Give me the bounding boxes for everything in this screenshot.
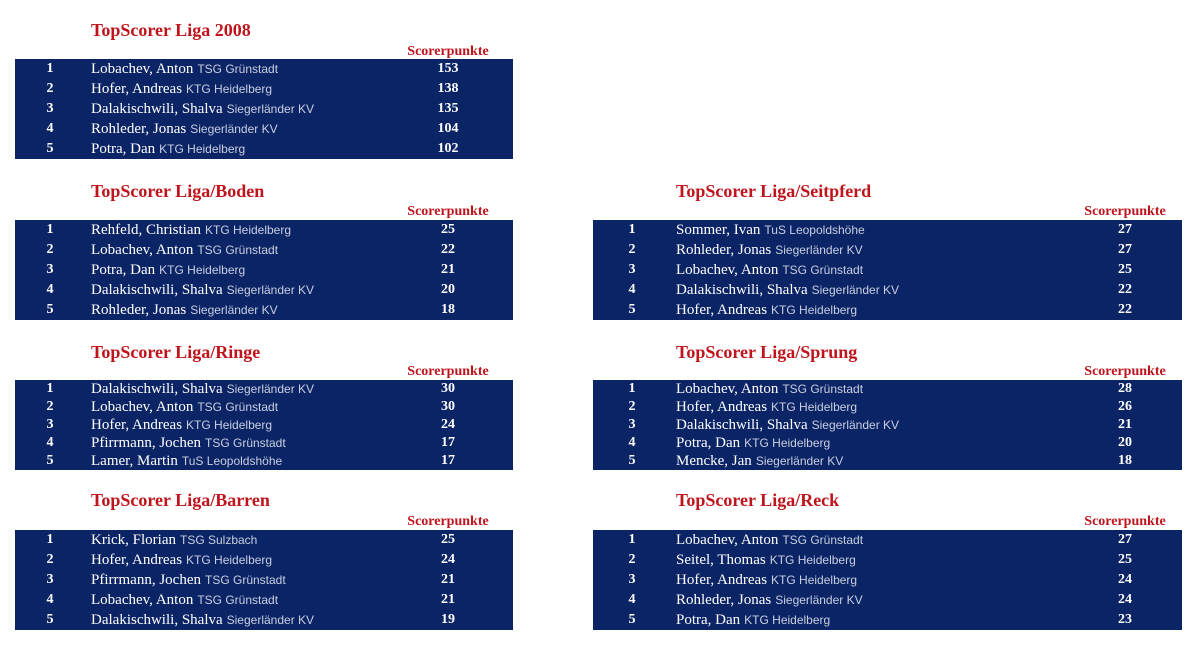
rank-cell: 2 [46,242,54,257]
table-row [15,300,513,320]
athlete-name-text: Hofer, Andreas [91,417,183,433]
table-row [593,416,1182,434]
club-name: Siegerländer KV [226,283,315,297]
points-cell: 25 [441,532,455,547]
club-name: KTG Heidelberg [159,263,246,277]
club-name: KTG Heidelberg [744,436,831,450]
athlete-name [91,220,291,240]
block-title: TopScorer Liga/Seitpferd [676,181,872,201]
athlete-name-text: Pfirrmann, Jochen [91,435,201,451]
points-cell: 24 [441,417,455,432]
table-row [15,99,513,119]
athlete-name-text: Krick, Florian [91,532,176,548]
points-cell: 21 [441,572,455,587]
scorer-table [15,530,513,630]
rank-cell: 1 [628,381,636,396]
scorer-table [15,220,513,320]
athlete-name [91,59,278,79]
athlete-name [91,434,286,452]
points-cell: 17 [441,453,455,468]
points-cell: 135 [437,101,459,116]
points-cell: 20 [441,282,455,297]
rank-cell: 5 [628,612,636,627]
club-name: KTG Heidelberg [771,400,858,414]
club-name: KTG Heidelberg [769,553,856,567]
rank-cell: 1 [46,61,54,76]
athlete-name-text: Dalakischwili, Shalva [91,381,223,397]
points-cell: 30 [441,381,455,396]
athlete-name-text: Lobachev, Anton [91,399,194,415]
club-name: Siegerländer KV [775,243,863,257]
points-cell: 138 [437,81,459,96]
scorer-table [593,220,1182,320]
rank-cell: 3 [46,262,54,277]
athlete-name [91,280,314,300]
athlete-name [91,139,245,159]
athlete-name [676,280,899,300]
athlete-name [676,220,865,240]
points-cell: 25 [1118,262,1132,277]
athlete-name-text: Rohleder, Jonas [676,592,772,608]
points-cell: 26 [1118,399,1132,414]
athlete-name [676,300,857,320]
athlete-name-text: Dalakischwili, Shalva [676,417,808,433]
points-cell: 27 [1118,532,1132,547]
club-name: Siegerländer KV [226,102,315,116]
rank-cell: 5 [46,612,54,627]
table-row [15,398,513,416]
athlete-name [91,610,314,630]
athlete-name [91,119,278,139]
rank-cell: 5 [46,141,54,156]
club-name: Siegerländer KV [811,418,900,432]
club-name: Siegerländer KV [190,122,278,136]
points-column-header: Scorerpunkte [407,364,489,379]
athlete-name-text: Lobachev, Anton [676,262,779,278]
athlete-name-text: Rehfeld, Christian [91,222,201,238]
rank-cell: 4 [628,282,636,297]
club-name: TSG Grünstadt [197,243,279,257]
rank-cell: 4 [46,121,54,136]
club-name: KTG Heidelberg [159,142,246,156]
table-row [15,434,513,452]
athlete-name-text: Hofer, Andreas [91,552,183,568]
block-title: TopScorer Liga/Boden [91,181,265,201]
points-cell: 25 [1118,552,1132,567]
club-name: TSG Grünstadt [204,573,286,587]
athlete-name-text: Lobachev, Anton [91,242,194,258]
points-cell: 19 [441,612,455,627]
table-row [15,380,513,398]
points-cell: 102 [437,141,459,156]
athlete-name [91,380,314,398]
athlete-name [91,590,278,610]
rank-cell: 4 [628,592,636,607]
points-column-header: Scorerpunkte [1084,514,1166,529]
rank-cell: 2 [46,552,54,567]
points-cell: 27 [1118,222,1132,237]
points-cell: 22 [1118,302,1132,317]
block-title: TopScorer Liga/Barren [91,490,270,510]
club-name: TSG Sulzbach [179,533,258,547]
athlete-name-text: Rohleder, Jonas [91,302,187,318]
points-cell: 24 [1118,572,1132,587]
rank-cell: 2 [46,399,54,414]
table-row [593,530,1182,550]
athlete-name-text: Hofer, Andreas [676,302,768,318]
club-name: TSG Grünstadt [204,436,286,450]
table-row [593,610,1182,630]
athlete-name [676,590,863,610]
club-name: KTG Heidelberg [771,303,858,317]
athlete-name [91,570,286,590]
athlete-name-text: Pfirrmann, Jochen [91,572,201,588]
table-row [15,590,513,610]
points-column-header: Scorerpunkte [407,44,489,59]
points-cell: 17 [441,435,455,450]
athlete-name-text: Dalakischwili, Shalva [91,612,223,628]
rank-cell: 2 [628,552,636,567]
block-title: TopScorer Liga/Reck [676,490,840,510]
points-cell: 28 [1118,381,1132,396]
athlete-name [676,416,899,434]
block-title: TopScorer Liga 2008 [91,20,251,40]
rank-cell: 4 [628,435,636,450]
athlete-name [91,416,272,434]
points-cell: 21 [441,262,455,277]
rank-cell: 5 [628,302,636,317]
rank-cell: 2 [628,399,636,414]
table-row [15,280,513,300]
table-row [15,220,513,240]
table-row [593,550,1182,570]
points-cell: 104 [437,121,459,136]
athlete-name [676,398,857,416]
athlete-name-text: Lobachev, Anton [91,592,194,608]
club-name: TSG Grünstadt [197,62,279,76]
points-cell: 18 [1118,453,1132,468]
points-cell: 153 [437,61,459,76]
scorer-table [15,380,513,470]
club-name: KTG Heidelberg [186,553,273,567]
club-name: TSG Grünstadt [782,382,864,396]
points-cell: 22 [441,242,455,257]
athlete-name-text: Lobachev, Anton [91,61,194,77]
club-name: TSG Grünstadt [197,593,279,607]
rank-cell: 4 [46,435,54,450]
club-name: TuS Leopoldshöhe [181,454,283,468]
table-row [15,530,513,550]
athlete-name-text: Potra, Dan [676,435,741,451]
rank-cell: 3 [46,101,54,116]
athlete-name [91,99,314,119]
rank-cell: 5 [46,453,54,468]
points-column-header: Scorerpunkte [1084,364,1166,379]
athlete-name-text: Lamer, Martin [91,453,178,469]
athlete-name [676,452,843,470]
rank-cell: 3 [628,417,636,432]
athlete-name-text: Hofer, Andreas [676,399,768,415]
table-row [593,434,1182,452]
athlete-name [91,398,278,416]
athlete-name-text: Dalakischwili, Shalva [91,282,223,298]
table-row [15,416,513,434]
athlete-name [91,260,245,280]
athlete-name [91,240,278,260]
athlete-name [676,610,830,630]
club-name: Siegerländer KV [755,454,844,468]
club-name: Siegerländer KV [190,303,278,317]
rank-cell: 2 [628,242,636,257]
points-cell: 21 [441,592,455,607]
points-cell: 25 [441,222,455,237]
scorer-table [15,59,513,159]
points-cell: 22 [1118,282,1132,297]
rank-cell: 5 [46,302,54,317]
athlete-name-text: Rohleder, Jonas [91,121,187,137]
athlete-name [676,550,856,570]
points-cell: 18 [441,302,455,317]
rank-cell: 1 [46,532,54,547]
rank-cell: 3 [46,417,54,432]
athlete-name-text: Sommer, Ivan [676,222,761,238]
club-name: TSG Grünstadt [782,263,864,277]
table-row [593,220,1182,240]
athlete-name [91,452,282,470]
points-column-header: Scorerpunkte [407,204,489,219]
athlete-name [676,380,863,398]
athlete-name [676,530,863,550]
club-name: KTG Heidelberg [186,82,273,96]
table-row [15,240,513,260]
points-cell: 27 [1118,242,1132,257]
table-row [15,79,513,99]
club-name: TuS Leopoldshöhe [764,223,865,237]
points-column-header: Scorerpunkte [407,514,489,529]
table-row [593,240,1182,260]
athlete-name [91,79,272,99]
club-name: KTG Heidelberg [744,613,831,627]
rank-cell: 1 [46,222,54,237]
scorer-table [593,380,1182,470]
club-name: Siegerländer KV [226,613,315,627]
table-row [15,610,513,630]
points-cell: 30 [441,399,455,414]
table-row [593,380,1182,398]
athlete-name [676,260,863,280]
points-cell: 24 [441,552,455,567]
rank-cell: 1 [628,222,636,237]
athlete-name-text: Lobachev, Anton [676,381,779,397]
athlete-name [676,570,857,590]
athlete-name-text: Dalakischwili, Shalva [676,282,808,298]
table-row [593,590,1182,610]
table-row [593,570,1182,590]
points-cell: 20 [1118,435,1132,450]
table-row [15,260,513,280]
rank-cell: 1 [628,532,636,547]
athlete-name-text: Dalakischwili, Shalva [91,101,223,117]
athlete-name-text: Rohleder, Jonas [676,242,772,258]
club-name: KTG Heidelberg [204,223,292,237]
scorer-table [593,530,1182,630]
athlete-name-text: Hofer, Andreas [91,81,183,97]
table-row [593,452,1182,470]
table-row [593,398,1182,416]
rank-cell: 4 [46,592,54,607]
athlete-name [676,240,863,260]
points-cell: 23 [1118,612,1132,627]
table-row [15,59,513,79]
table-row [593,260,1182,280]
athlete-name-text: Hofer, Andreas [676,572,768,588]
athlete-name-text: Mencke, Jan [676,453,752,469]
block-title: TopScorer Liga/Ringe [91,342,261,362]
athlete-name-text: Seitel, Thomas [676,552,766,568]
rank-cell: 5 [628,453,636,468]
athlete-name [676,434,830,452]
club-name: Siegerländer KV [811,283,900,297]
table-row [593,280,1182,300]
athlete-name-text: Potra, Dan [91,141,156,157]
club-name: TSG Grünstadt [197,400,279,414]
points-cell: 24 [1118,592,1132,607]
table-row [15,452,513,470]
club-name: KTG Heidelberg [186,418,273,432]
rank-cell: 3 [628,572,636,587]
table-row [593,300,1182,320]
club-name: Siegerländer KV [226,382,315,396]
rank-cell: 4 [46,282,54,297]
athlete-name-text: Potra, Dan [676,612,741,628]
rank-cell: 3 [628,262,636,277]
club-name: TSG Grünstadt [782,533,864,547]
table-row [15,550,513,570]
athlete-name [91,300,278,320]
points-column-header: Scorerpunkte [1084,204,1166,219]
athlete-name [91,550,272,570]
club-name: Siegerländer KV [775,593,863,607]
table-row [15,570,513,590]
athlete-name-text: Lobachev, Anton [676,532,779,548]
athlete-name-text: Potra, Dan [91,262,156,278]
rank-cell: 3 [46,572,54,587]
club-name: KTG Heidelberg [771,573,858,587]
table-row [15,139,513,159]
table-row [15,119,513,139]
points-cell: 21 [1118,417,1132,432]
athlete-name [91,530,257,550]
rank-cell: 1 [46,381,54,396]
block-title: TopScorer Liga/Sprung [676,342,858,362]
rank-cell: 2 [46,81,54,96]
